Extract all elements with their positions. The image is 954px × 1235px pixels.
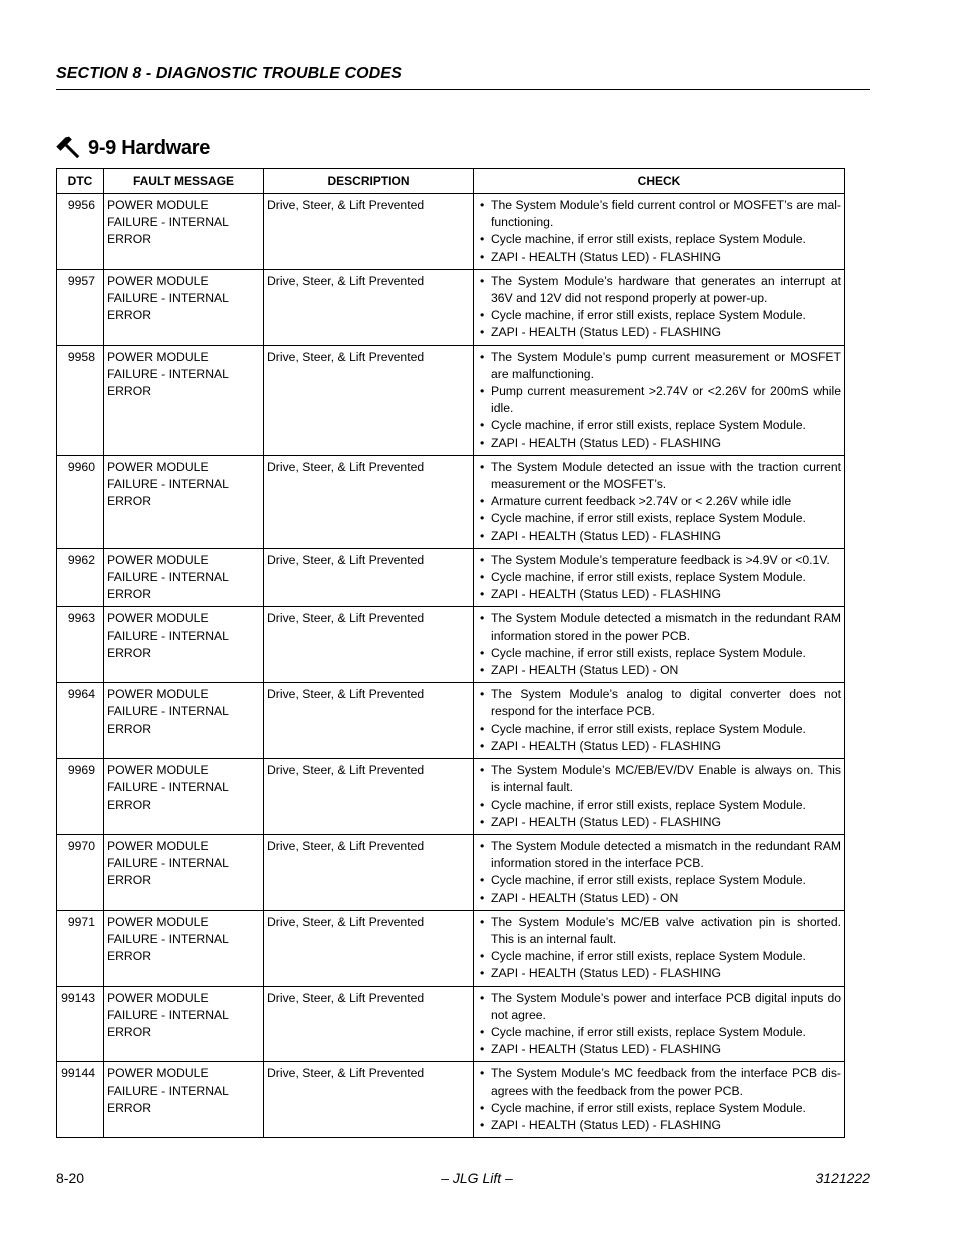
fault-message: POWER MODULE FAILURE - INTERNAL ERROR [104,269,264,345]
check-item: • The System Module detected a mismatch in the redundant RAM information stored in the power PCB. [477,610,841,644]
fault-message: POWER MODULE FAILURE - INTERNAL ERROR [104,986,264,1062]
footer-publisher: – JLG Lift – [441,1170,513,1186]
check-list [477,1065,841,1134]
check-item: • The System Module’s power and interface PCB digital inputs do not agree. [477,990,841,1024]
column-header-dtc: DTC [57,169,104,194]
check-item: • Cycle machine, if error still exists, replace System Module. [477,645,841,662]
check-list [477,838,841,907]
check-item: • The System Module’s MC feedback from the interface PCB dis-agrees with the feedback from the power PCB. [477,1065,841,1099]
dtc-code: 9960 [57,455,104,548]
check-item: • The System Module’s hardware that generates an interrupt at 36V and 12V did not respond properly at power-up. [477,273,841,307]
check-list [477,349,841,452]
fault-description: Drive, Steer, & Lift Prevented [264,834,474,910]
check-steps [474,1062,845,1138]
column-header-description: DESCRIPTION [264,169,474,194]
dtc-code: 9964 [57,683,104,759]
table-row [57,607,845,683]
fault-message: POWER MODULE FAILURE - INTERNAL ERROR [104,607,264,683]
check-item: • ZAPI - HEALTH (Status LED) - FLASHING [477,586,841,603]
fault-description: Drive, Steer, & Lift Prevented [264,548,474,607]
check-item: • Cycle machine, if error still exists, replace System Module. [477,1100,841,1117]
dtc-code: 9970 [57,834,104,910]
check-list [477,990,841,1059]
check-item: • ZAPI - HEALTH (Status LED) - FLASHING [477,249,841,266]
fault-description: Drive, Steer, & Lift Prevented [264,759,474,835]
table-row [57,986,845,1062]
section-title: 9-9 Hardware [88,136,211,159]
check-list [477,273,841,342]
dtc-code: 9963 [57,607,104,683]
check-list [477,459,841,545]
section-heading [56,133,210,163]
check-item: • The System Module detected an issue with the traction current measurement or the MOSFET’s. [477,459,841,493]
check-steps [474,194,845,270]
check-item: • The System Module detected a mismatch in the redundant RAM information stored in the interface PCB. [477,838,841,872]
check-steps [474,759,845,835]
check-item: • Armature current feedback >2.74V or < 2.26V while idle [477,493,841,510]
check-item: • ZAPI - HEALTH (Status LED) - ON [477,890,841,907]
page-number: 8-20 [56,1170,85,1186]
check-item: • ZAPI - HEALTH (Status LED) - FLASHING [477,965,841,982]
check-item: • Cycle machine, if error still exists, replace System Module. [477,721,841,738]
check-steps [474,607,845,683]
check-steps [474,345,845,455]
fault-message: POWER MODULE FAILURE - INTERNAL ERROR [104,194,264,270]
fault-description: Drive, Steer, & Lift Prevented [264,683,474,759]
fault-message: POWER MODULE FAILURE - INTERNAL ERROR [104,683,264,759]
column-header-check: CHECK [474,169,845,194]
check-item: • Cycle machine, if error still exists, replace System Module. [477,231,841,248]
check-steps [474,910,845,986]
check-steps [474,834,845,910]
table-row [57,194,845,270]
check-list [477,914,841,983]
check-item: • Cycle machine, if error still exists, replace System Module. [477,417,841,434]
check-list [477,197,841,266]
table-row [57,345,845,455]
fault-message: POWER MODULE FAILURE - INTERNAL ERROR [104,345,264,455]
fault-description: Drive, Steer, & Lift Prevented [264,455,474,548]
dtc-code: 99143 [57,986,104,1062]
column-header-fault-message: FAULT MESSAGE [104,169,264,194]
fault-description: Drive, Steer, & Lift Prevented [264,607,474,683]
fault-description: Drive, Steer, & Lift Prevented [264,269,474,345]
check-item: • Cycle machine, if error still exists, replace System Module. [477,569,841,586]
check-item: • ZAPI - HEALTH (Status LED) - FLASHING [477,528,841,545]
dtc-code: 9956 [57,194,104,270]
fault-description: Drive, Steer, & Lift Prevented [264,1062,474,1138]
dtc-code: 9958 [57,345,104,455]
dtc-table-body [57,194,845,1138]
header-rule [56,89,870,90]
check-item: • Cycle machine, if error still exists, replace System Module. [477,872,841,889]
check-steps [474,455,845,548]
table-row [57,910,845,986]
dtc-code: 9969 [57,759,104,835]
fault-message: POWER MODULE FAILURE - INTERNAL ERROR [104,455,264,548]
check-item: • The System Module’s MC/EB valve activation pin is shorted. This is an internal fault. [477,914,841,948]
check-item: • Pump current measurement >2.74V or <2.26V for 200mS while idle. [477,383,841,417]
table-row [57,759,845,835]
check-item: • The System Module’s pump current measurement or MOSFET are malfunctioning. [477,349,841,383]
table-row [57,834,845,910]
dtc-table [56,168,845,1138]
check-item: • Cycle machine, if error still exists, replace System Module. [477,510,841,527]
check-list [477,552,841,604]
check-list [477,610,841,679]
fault-message: POWER MODULE FAILURE - INTERNAL ERROR [104,834,264,910]
check-item: • ZAPI - HEALTH (Status LED) - FLASHING [477,435,841,452]
check-list [477,762,841,831]
check-item: • ZAPI - HEALTH (Status LED) - FLASHING [477,1041,841,1058]
fault-message: POWER MODULE FAILURE - INTERNAL ERROR [104,910,264,986]
check-list [477,686,841,755]
fault-description: Drive, Steer, & Lift Prevented [264,194,474,270]
check-steps [474,986,845,1062]
table-row [57,1062,845,1138]
check-item: • Cycle machine, if error still exists, replace System Module. [477,797,841,814]
dtc-code: 9962 [57,548,104,607]
check-item: • ZAPI - HEALTH (Status LED) - FLASHING [477,324,841,341]
table-row [57,269,845,345]
fault-description: Drive, Steer, & Lift Prevented [264,345,474,455]
dtc-code: 9957 [57,269,104,345]
hammer-icon [56,135,82,161]
fault-message: POWER MODULE FAILURE - INTERNAL ERROR [104,1062,264,1138]
check-item: • The System Module’s analog to digital converter does not respond for the interface PCB. [477,686,841,720]
table-header-row [57,169,845,194]
fault-message: POWER MODULE FAILURE - INTERNAL ERROR [104,759,264,835]
check-item: • Cycle machine, if error still exists, replace System Module. [477,1024,841,1041]
check-item: • Cycle machine, if error still exists, replace System Module. [477,307,841,324]
check-item: • ZAPI - HEALTH (Status LED) - FLASHING [477,738,841,755]
check-item: • The System Module’s field current control or MOSFET’s are mal-functioning. [477,197,841,231]
check-steps [474,548,845,607]
dtc-code: 99144 [57,1062,104,1138]
table-row [57,683,845,759]
dtc-code: 9971 [57,910,104,986]
check-item: • The System Module’s temperature feedback is >4.9V or <0.1V. [477,552,841,569]
fault-message: POWER MODULE FAILURE - INTERNAL ERROR [104,548,264,607]
fault-description: Drive, Steer, & Lift Prevented [264,910,474,986]
table-row [57,548,845,607]
check-item: • ZAPI - HEALTH (Status LED) - ON [477,662,841,679]
check-steps [474,269,845,345]
check-item: • ZAPI - HEALTH (Status LED) - FLASHING [477,814,841,831]
section-header: SECTION 8 - DIAGNOSTIC TROUBLE CODES [56,65,402,82]
document-number: 3121222 [815,1170,870,1186]
check-item: • The System Module’s MC/EB/EV/DV Enable is always on. This is internal fault. [477,762,841,796]
check-item: • Cycle machine, if error still exists, replace System Module. [477,948,841,965]
table-row [57,455,845,548]
fault-description: Drive, Steer, & Lift Prevented [264,986,474,1062]
check-steps [474,683,845,759]
check-item: • ZAPI - HEALTH (Status LED) - FLASHING [477,1117,841,1134]
